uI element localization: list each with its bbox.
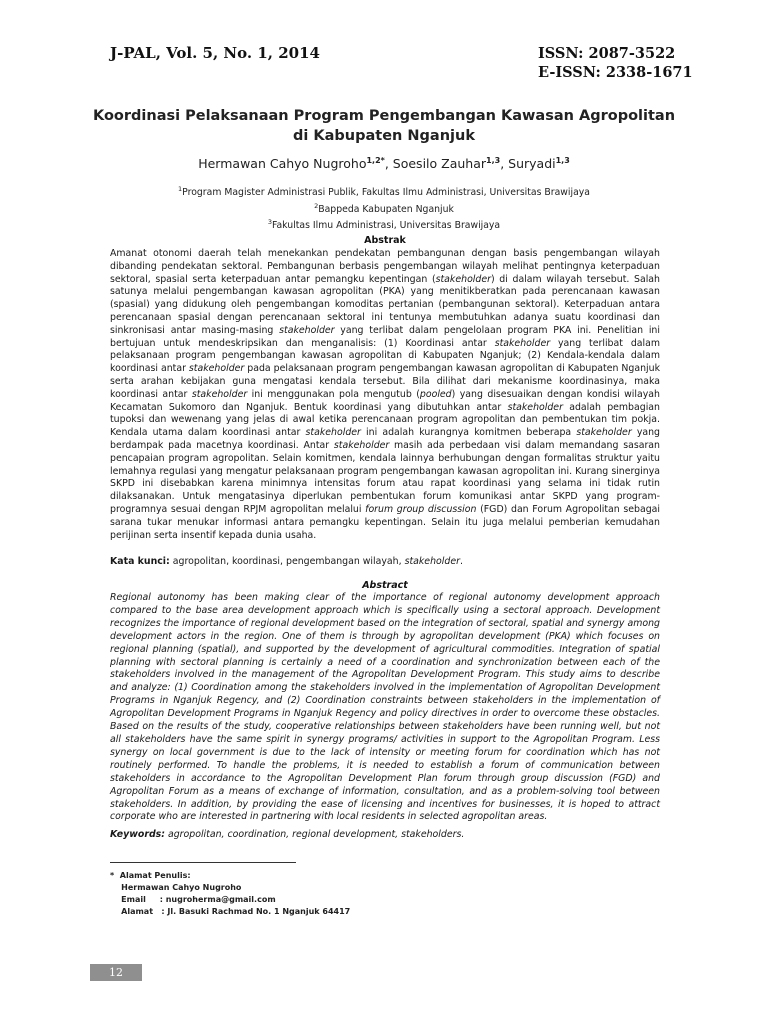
footnote-divider xyxy=(110,862,296,863)
keywords-label: Keywords: xyxy=(110,829,165,840)
affiliation xyxy=(80,183,688,200)
page-number: 12 xyxy=(90,964,142,981)
title-line-1: Koordinasi Pelaksanaan Program Pengembangan Kawasan Agropolitan xyxy=(92,108,676,124)
author-name: Soesilo Zauhar xyxy=(392,156,487,172)
affiliation-marker: 2 xyxy=(314,201,319,210)
issn-block xyxy=(538,44,693,82)
kata-kunci-label: Kata kunci: xyxy=(110,556,170,567)
title-line-2: di Kabupaten Nganjuk xyxy=(293,128,475,144)
author-footnote xyxy=(110,870,350,918)
affiliation-text: Bappeda Kabupaten Nganjuk xyxy=(318,203,454,215)
author-affil-marker: 1,3 xyxy=(555,156,570,165)
keywords xyxy=(110,829,660,842)
affiliation-list xyxy=(80,183,688,233)
footnote-title: * Alamat Penulis: xyxy=(110,871,191,880)
author-name: Hermawan Cahyo Nugroho xyxy=(198,156,367,172)
kata-kunci: Kata kunci: agropolitan, koordinasi, pengembangan wilayah, stakeholder. xyxy=(110,556,463,567)
author-separator: , xyxy=(500,156,509,172)
author-affil-marker: 1,3 xyxy=(486,156,501,165)
affiliation xyxy=(80,216,688,233)
keywords-text: agropolitan, coordination, regional development, stakeholders. xyxy=(165,829,465,840)
author-name: Suryadi xyxy=(508,156,556,172)
affiliation xyxy=(80,200,688,217)
affiliation-marker: 1 xyxy=(178,185,183,193)
affiliation-text: Program Magister Administrasi Publik, Fakultas Ilmu Administrasi, Universitas Brawijaya xyxy=(182,187,590,199)
author-separator: , xyxy=(384,156,393,172)
journal-citation: J-PAL, Vol. 5, No. 1, 2014 xyxy=(110,44,320,62)
issn: ISSN: 2087-3522 xyxy=(538,45,676,62)
kata-kunci-text: agropolitan, koordinasi, pengembangan wilayah, xyxy=(169,556,405,567)
abstrak-body: Amanat otonomi daerah telah menekankan pendekatan pembangunan dengan basis pengembangan wilayah dibanding pendekatan sektoral. Pembangunan berbasis pengembangan wilayah melihat pentingnya keterpaduan sektoral, spasial serta keterpaduan antar pemangku kepentingan (stakeholder) di dalam wilayah tersebut. Salah satunya melalui pengembangan kawasan agropolitan (PKA) yang menitikberatkan pada perencanaan kawasan (spasial) yang didukung oleh pengembangan komoditas pertanian (pembangunan sektoral). Keterpaduan antara perencanaan spasial dengan perencanaan sektoral ini tentunya membutuhkan adanya suatu koordinasi dan sinkronisasi antar masing-masing stakeholder yang terlibat dalam pengelolaan program PKA ini. Penelitian ini bertujuan untuk mendeskripsikan dan menganalisis: (1) Koordinasi antar stakeholder yang terlibat dalam pelaksanaan program pengembangan kawasan agropolitan di Kabupaten Nganjuk; (2) Kendala-kendala dalam koordinasi antar stakeholder pada pelaksanaan program pengembangan kawasan agropolitan di Kabupaten Nganjuk serta arahan kebijakan guna mengatasi kendala tersebut. Bila dilihat dari mekanisme koordinasinya, maka koordinasi antar stakeholder ini menggunakan pola mengutub (pooled) yang disesuaikan dengan kondisi wilayah Kecamatan Sukomoro dan Nganjuk. Bentuk koordinasi yang dibutuhkan antar stakeholder adalah pembagian tupoksi dan wewenang yang jelas di awal ketika perencanaan program agropolitan dan pembentukan tim pokja. Kendala utama dalam koordinasi antar stakeholder ini adalah kurangnya komitmen beberapa stakeholder yang berdampak pada macetnya koordinasi. Antar stakeholder masih ada perbedaan visi dalam memandang sasaran pencapaian program agropolitan. Selain komitmen, kendala lainnya berhubungan dengan formalitas struktur yaitu lemahnya regulasi yang mengatur pelaksanaan program pengembangan kawasan agropolitan ini. Kurang sinerginya SKPD ini disebabkan karena minimnya intensitas forum atau rapat koordinasi yang selama ini tidak rutin dilaksanakan. Untuk mengatasinya diperlukan pembentukan forum komunikasi antar SKPD yang program-programnya sesuai dengan RPJM agropolitan melalui forum group discussion (FGD) dan Forum Agropolitan sebagai sarana tukar menukar informasi antara pemangku kepentingan. Selain itu juga melalui pemberian kemudahan perijinan serta insentif kepada dunia usaha. xyxy=(110,248,661,541)
footnote-address: Alamat : Jl. Basuki Rachmad No. 1 Nganjuk 64417 xyxy=(110,907,351,916)
eissn: E-ISSN: 2338-1671 xyxy=(538,64,693,81)
author-affil-marker: 1,2* xyxy=(366,156,385,165)
paper-title xyxy=(80,106,688,146)
affiliation-marker: 3 xyxy=(267,218,272,227)
author-list xyxy=(80,156,688,171)
abstract-heading: Abstract xyxy=(362,580,408,591)
abstrak-heading: Abstrak xyxy=(364,235,406,246)
footnote-email: Email : nugroherma@gmail.com xyxy=(110,895,276,904)
affiliation-text: Fakultas Ilmu Administrasi, Universitas Brawijaya xyxy=(271,220,501,232)
kata-kunci-italic: stakeholder xyxy=(404,556,460,567)
footnote-name: Hermawan Cahyo Nugroho xyxy=(110,883,242,892)
abstract-body: Regional autonomy has been making clear of the importance of regional autonomy development approach compared to the base area development approach which is specifically using a sectoral approach. Development recognizes the importance of regional development based on the integration of sectoral, spatial and synergy among development actors in the region. One of them is through by agropolitan development (PKA) which focuses on regional planning (spatial), and supported by the development of agricultural commodities. Integration of spatial planning with sectoral planning is certainly a need of a coordination and synchronization between each of the stakeholders involved in the management of the Agropolitan Development Program. This study aims to describe and analyze: (1) Coordination among the stakeholders involved in the implementation of Agropolitan Development Programs in Nganjuk Regency, and (2) Coordination constraints between stakeholders in the implementation of Agropolitan Development Programs in Nganjuk Regency and policy directives in order to overcome these obstacles. Based on the results of the study, cooperative relationships between stakeholders have been running well, but not all stakeholders have the same spirit in synergy programs/ activities in support to the Agropolitan Program. Less synergy on local government is due to the lack of intensity or meeting forum for coordination which has not routinely performed. To handle the problems, it is needed to establish a forum of communication between stakeholders in accordance to the Agropolitan Development Plan forum through group discussion (FGD) and Agropolitan Forum as a means of exchange of information, consultation, and as a problem-solving tool between stakeholders. In addition, by providing the ease of licensing and incentives for businesses, it is hoped to attract corporate who are interested in partnering with local residents in selected agropolitan areas. xyxy=(110,592,660,823)
